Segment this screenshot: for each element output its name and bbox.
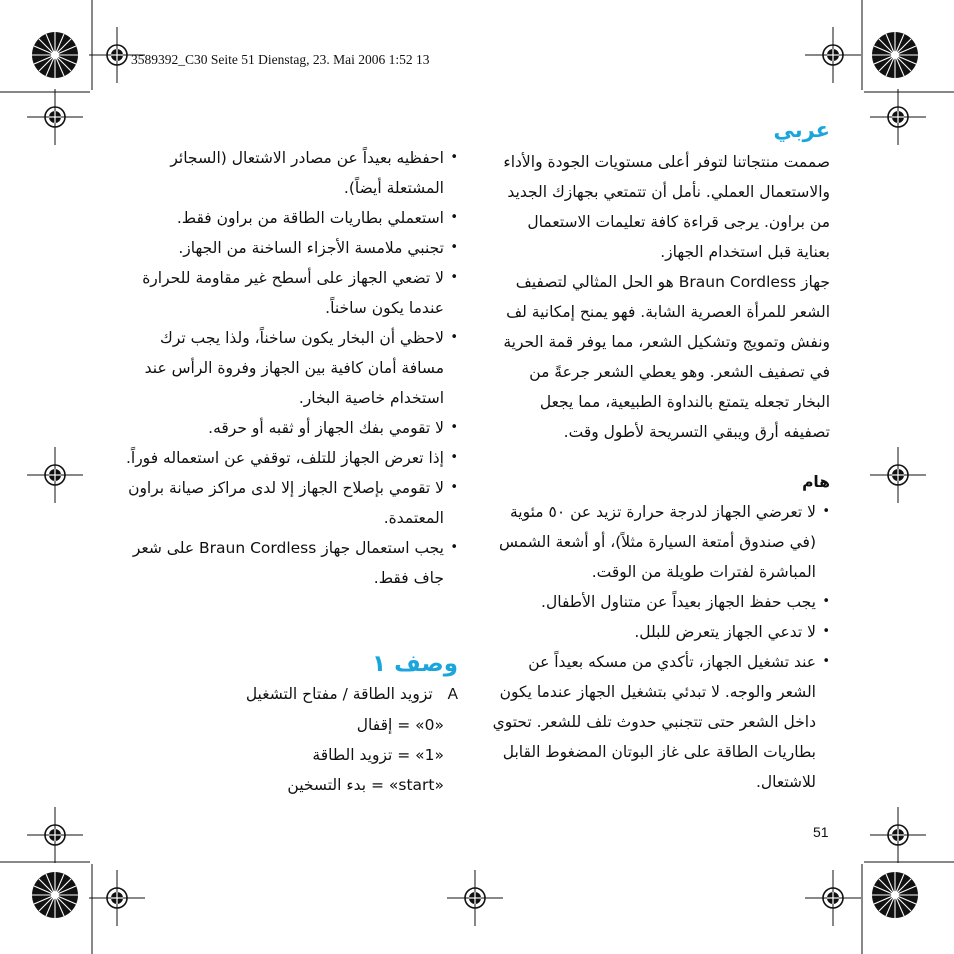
important-item: • لا تدعي الجهاز يتعرض للبلل. <box>492 617 830 647</box>
intro-paragraph-1: صممت منتجاتنا لتوفر أعلى مستويات الجودة والأداء والاستعمال العملي. نأمل أن تتمتعي بجهازك الجديد من براون. يرجى قراءة كافة تعليمات الاستعمال بعناية قبل استخدام الجهاز. <box>503 153 830 261</box>
important-list <box>492 497 830 797</box>
important-item: • لاحظي أن البخار يكون ساخناً، ولذا يجب ترك مسافة أمان كافية بين الجهاز وفروة الرأس عند استخدام خاصية البخار. <box>118 323 458 413</box>
important-item: • تجنبي ملامسة الأجزاء الساخنة من الجهاز. <box>118 233 458 263</box>
print-slug: 3589392_C30 Seite 51 Dienstag, 23. Mai 2006 1:52 13 <box>131 52 430 67</box>
important-heading: هام <box>802 473 830 491</box>
important-item: • إذا تعرض الجهاز للتلف، توقفي عن استعماله فوراً. <box>118 443 458 473</box>
important-item: • استعملي بطاريات الطاقة من براون فقط. <box>118 203 458 233</box>
switch-position: «0» = إقفال <box>356 716 444 734</box>
description-number: ١ <box>372 651 387 677</box>
switch-position: «1» = تزويد الطاقة <box>312 746 444 764</box>
important-item: • يجب حفظ الجهاز بعيداً عن متناول الأطفال. <box>492 587 830 617</box>
important-item: • لا تعرضي الجهاز لدرجة حرارة تزيد عن ٥٠ مئوية (في صندوق أمتعة السيارة مثلاً)، أو أشعة الشمس المباشرة لفترات طويلة من الوقت. <box>492 497 830 587</box>
important-list-continued <box>118 143 458 593</box>
important-item: • يجب استعمال جهاز Braun Cordless على شعر جاف فقط. <box>118 533 458 593</box>
right-column <box>492 115 830 797</box>
important-item: • احفظيه بعيداً عن مصادر الاشتعال (السجائر المشتعلة أيضاً). <box>118 143 458 203</box>
important-item: • لا تقومي بفك الجهاز أو ثقبه أو حرقه. <box>118 413 458 443</box>
switch-position: «start» = بدء التسخين <box>287 776 444 794</box>
important-item: • عند تشغيل الجهاز، تأكدي من مسكه بعيداً عن الشعر والوجه. لا تبدئي بتشغيل الجهاز عندما يكون داخل الشعر حتى تتجنبي حدوث تلف للشعر. تحتوي بطاريات الطاقة على غاز البوتان المضغوط القابل للاشتعال. <box>492 647 830 797</box>
step-text: تزويد الطاقة / مفتاح التشغيل <box>245 685 433 703</box>
left-column <box>118 143 458 800</box>
intro-paragraph-2: جهاز Braun Cordless هو الحل المثالي لتصفيف الشعر للمرأة العصرية الشابة. فهو يمنح إمكانية لف ونفش وتمويج وتشكيل الشعر، مما يوفر قمة الحرية في تصفيف الشعر. وهو يعطي الشعر جرعةً من البخار تجعله يتمتع بالنداوة الطبيعية، مما يجعل تصفيفه أرق ويبقي التسريحة لأطول وقت. <box>503 273 830 441</box>
language-title: عربي <box>773 118 830 142</box>
important-item: • لا تضعي الجهاز على أسطح غير مقاومة للحرارة عندما يكون ساخناً. <box>118 263 458 323</box>
description-heading <box>118 649 458 679</box>
step-letter: A <box>447 686 458 703</box>
description-title: وصف <box>394 651 458 677</box>
page-number: 51 <box>813 824 829 840</box>
important-item: • لا تقومي بإصلاح الجهاز إلا لدى مراكز صيانة براون المعتمدة. <box>118 473 458 533</box>
description-step <box>118 679 458 710</box>
